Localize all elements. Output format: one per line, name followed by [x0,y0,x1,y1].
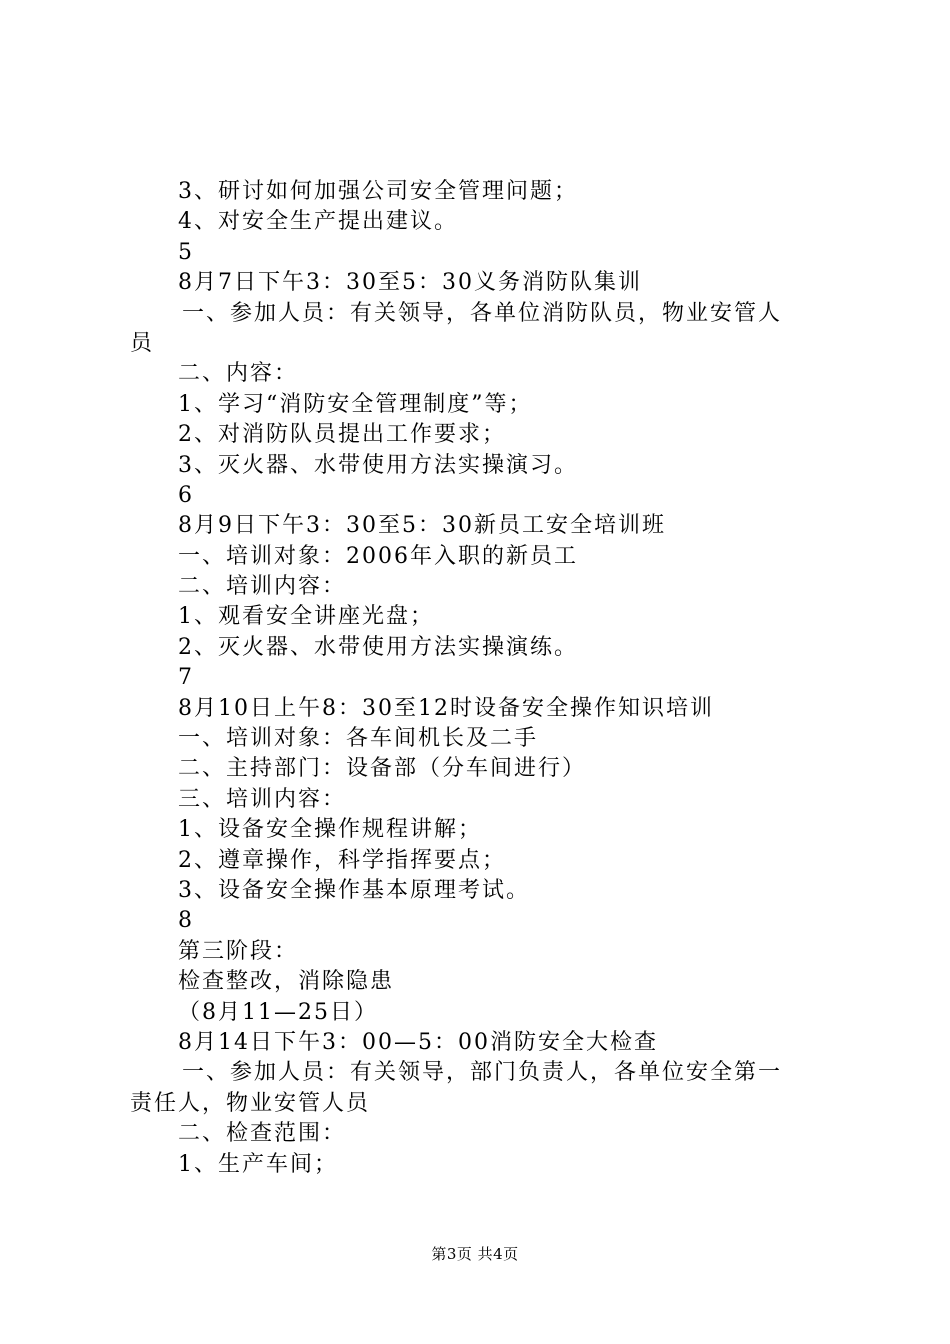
stage-dates: （8月11—25日） [178,999,378,1025]
text-line: 二、检查范围： [178,1121,347,1147]
text-line: 三、培训内容： [178,786,347,812]
text-line: 二、内容： [178,361,299,387]
section-number: 6 [178,482,194,508]
section-number: 8 [178,908,194,934]
section-number: 7 [178,665,194,691]
text-line: 2、遵章操作，科学指挥要点； [178,847,506,873]
page-footer [0,1243,950,1264]
text-line: 3、研讨如何加强公司安全管理问题； [178,179,578,204]
text-line: 1、观看安全讲座光盘； [178,604,434,630]
text-line: 二、主持部门：设备部（分车间进行） [178,756,587,782]
text-line: 二、培训内容： [178,574,347,600]
text-line: 一、培训对象：各车间机长及二手 [178,726,539,752]
text-line: 1、生产车间； [178,1151,338,1177]
text-line-continuation: 责任人，物业安管人员 [130,1090,371,1116]
text-line: 3、灭火器、水带使用方法实操演习。 [178,452,578,478]
text-line: 2、灭火器、水带使用方法实操演练。 [178,634,578,660]
text-line: 一、参加人员：有关领导，部门负责人，各单位安全第一 [182,1060,783,1086]
event-heading: 8月10日上午8：30至12时设备安全操作知识培训 [178,695,714,721]
event-heading: 8月9日下午3：30至5：30新员工安全培训班 [178,513,666,539]
text-line: 1、学习“消防安全管理制度”等； [178,391,533,417]
event-heading: 8月7日下午3：30至5：30义务消防队集训 [178,270,642,296]
text-line: 4、对安全生产提出建议。 [178,209,458,235]
stage-heading: 第三阶段： [178,938,299,964]
stage-title: 检查整改，消除隐患 [178,969,395,995]
section-number: 5 [178,239,194,265]
text-line: 1、设备安全操作规程讲解； [178,817,482,843]
text-line: 3、设备安全操作基本原理考试。 [178,877,530,903]
document-body [130,177,830,1180]
text-line: 2、对消防队员提出工作要求； [178,422,506,448]
text-line: 一、培训对象：2006年入职的新员工 [178,543,578,569]
event-heading: 8月14日下午3：00—5：00消防安全大检查 [178,1029,658,1055]
page-number-label: 第3页 共4页 [431,1245,519,1263]
text-line: 一、参加人员：有关领导，各单位消防队员，物业安管人 [182,300,783,326]
text-line-continuation: 员 [130,330,155,356]
